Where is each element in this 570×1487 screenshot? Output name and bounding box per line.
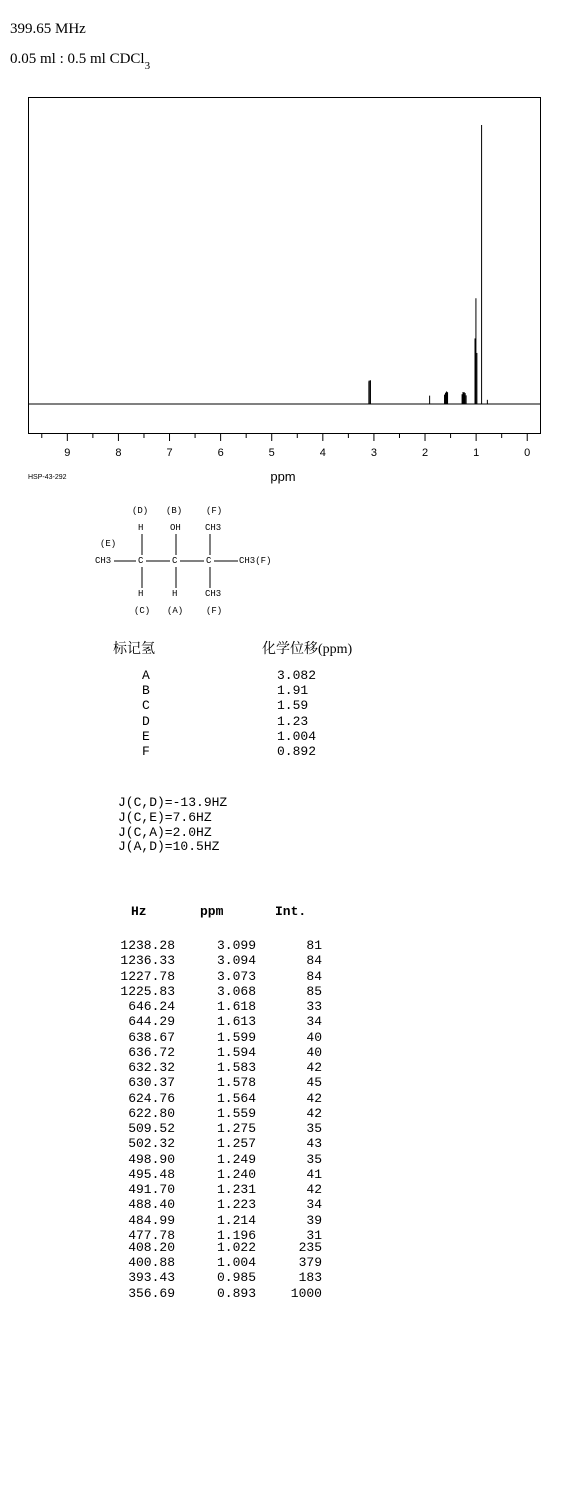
- peak-intensity: 183: [298, 1270, 322, 1286]
- atom-h-bottom-2: H: [172, 589, 178, 599]
- peak-hz: 498.90: [128, 1151, 175, 1167]
- peak-intensity: 40: [306, 1044, 322, 1060]
- peak-ppm: 1.613: [216, 1014, 256, 1030]
- coupling-constant: J(A,D)=10.5HZ: [118, 839, 220, 855]
- shift-row-label: B: [142, 683, 150, 699]
- peak-ppm: 1.559: [216, 1105, 256, 1121]
- sample-subscript: 3: [144, 60, 151, 72]
- plate-id: HSP-43-292: [28, 474, 67, 481]
- peak-intensity: 85: [306, 983, 322, 999]
- peak-intensity: 34: [306, 1197, 322, 1213]
- peak-ppm: 1.578: [216, 1075, 256, 1091]
- atom-c2: C: [172, 556, 178, 566]
- x-tick-label: 2: [421, 447, 429, 459]
- peak-ppm: 0.893: [216, 1285, 256, 1301]
- peak-header-hz: Hz: [131, 904, 147, 919]
- peak-intensity: 40: [306, 1029, 322, 1045]
- peak-header-ppm: ppm: [200, 904, 224, 919]
- peak-ppm: 1.599: [216, 1029, 256, 1045]
- peak-intensity: 41: [306, 1166, 322, 1182]
- peak-intensity: 31: [306, 1227, 322, 1243]
- atom-h-top: H: [138, 523, 144, 533]
- shift-row-label: E: [142, 728, 150, 744]
- shift-row-label: D: [142, 713, 150, 729]
- peak-ppm: 1.022: [216, 1239, 256, 1255]
- peak-intensity: 84: [306, 968, 322, 984]
- peak-intensity: 84: [306, 953, 322, 969]
- peak-intensity: 34: [306, 1014, 322, 1030]
- peak-ppm: 3.094: [216, 953, 256, 969]
- peak-hz: 509.52: [128, 1121, 175, 1136]
- peak-intensity: 1000: [290, 1285, 322, 1301]
- peak-intensity: 42: [306, 1090, 322, 1106]
- shift-table-header-label: 标记氢: [113, 642, 155, 657]
- peak-hz: 630.37: [128, 1075, 175, 1091]
- x-axis-label: ppm: [270, 469, 296, 484]
- peak-header-int: Int.: [275, 904, 307, 919]
- x-tick-label: 8: [115, 447, 122, 459]
- peak-ppm: 1.275: [216, 1121, 256, 1136]
- peak-hz: 356.69: [128, 1285, 175, 1301]
- shift-row-ppm: 0.892: [277, 744, 317, 759]
- label-d: (D): [132, 506, 149, 516]
- atom-oh: OH: [170, 523, 181, 533]
- peak-hz: 646.24: [128, 999, 175, 1014]
- label-b: (B): [166, 506, 183, 516]
- x-tick-label: 5: [268, 447, 275, 459]
- sample-prefix: 0.05 ml : 0.5 ml CDCl: [10, 51, 145, 67]
- shift-row-label: A: [142, 668, 150, 683]
- peak-hz: 1227.78: [120, 968, 175, 984]
- peak-hz: 488.40: [128, 1197, 175, 1213]
- peak-ppm: 1.583: [216, 1060, 256, 1075]
- peak-ppm: 3.068: [216, 983, 256, 999]
- atom-ch3-top: CH3: [205, 523, 222, 533]
- peak-hz: 393.43: [128, 1270, 175, 1286]
- peak-hz: 477.78: [128, 1227, 175, 1243]
- peak-ppm: 1.196: [216, 1227, 256, 1243]
- x-tick-label: 3: [370, 447, 377, 459]
- peak-intensity: 43: [306, 1136, 322, 1152]
- x-tick-label: 7: [166, 447, 173, 459]
- peak-intensity: 45: [306, 1075, 322, 1091]
- peak-hz: 491.70: [128, 1182, 175, 1197]
- spectrometer-frequency: 399.65 MHz: [10, 21, 86, 37]
- shift-row-ppm: 1.23: [277, 713, 309, 729]
- coupling-constant: J(C,D)=-13.9HZ: [118, 795, 228, 810]
- peak-intensity: 35: [306, 1151, 322, 1167]
- peak-ppm: 1.223: [216, 1197, 256, 1213]
- atom-ch3-bottom: CH3: [205, 589, 222, 599]
- peak-hz: 1238.28: [120, 938, 175, 953]
- x-tick-label: 6: [217, 447, 224, 459]
- peak-hz: 400.88: [128, 1255, 175, 1270]
- peak-ppm: 1.618: [216, 999, 256, 1014]
- shift-row-label: F: [142, 744, 150, 759]
- peak-hz: 1236.33: [120, 953, 175, 969]
- peak-hz: 638.67: [128, 1029, 175, 1045]
- peak-ppm: 3.099: [216, 938, 256, 953]
- shift-row-ppm: 1.004: [277, 728, 317, 744]
- peak-ppm: 1.214: [216, 1212, 256, 1228]
- atom-c3: C: [206, 556, 212, 566]
- atom-c1: C: [138, 556, 144, 566]
- peak-hz: 636.72: [128, 1044, 175, 1060]
- peak-hz: 502.32: [128, 1136, 175, 1152]
- coupling-constant: J(C,A)=2.0HZ: [118, 824, 212, 840]
- peak-hz: 495.48: [128, 1166, 175, 1182]
- peak-intensity: 235: [298, 1239, 322, 1255]
- peak-hz: 622.80: [128, 1105, 175, 1121]
- label-f-top: (F): [206, 506, 223, 516]
- peak-intensity: 42: [306, 1182, 322, 1197]
- right-ch3: CH3(F): [239, 556, 272, 566]
- x-tick-label: 4: [319, 447, 326, 459]
- peak-ppm: 1.249: [216, 1151, 256, 1167]
- peak-ppm: 1.594: [216, 1044, 256, 1060]
- x-tick-label: 9: [64, 447, 71, 459]
- peak-hz: 624.76: [128, 1090, 175, 1106]
- peak-ppm: 1.004: [216, 1255, 256, 1270]
- x-tick-label: 1: [473, 447, 480, 459]
- peak-intensity: 379: [298, 1255, 322, 1270]
- label-e: (E): [100, 539, 117, 549]
- label-c: (C): [134, 606, 151, 616]
- peak-hz: 484.99: [128, 1212, 175, 1228]
- shift-row-ppm: 3.082: [277, 668, 317, 683]
- x-tick-label: 0: [524, 447, 531, 459]
- left-ch3: CH3: [95, 556, 112, 566]
- peak-intensity: 42: [306, 1060, 322, 1075]
- coupling-constant: J(C,E)=7.6HZ: [118, 809, 212, 825]
- peak-ppm: 3.073: [216, 968, 256, 984]
- shift-table-header-ppm: 化学位移(ppm): [262, 642, 353, 657]
- atom-h-bottom-1: H: [138, 589, 144, 599]
- peak-hz: 632.32: [128, 1060, 175, 1075]
- label-a: (A): [167, 606, 184, 616]
- peak-ppm: 1.257: [216, 1136, 256, 1152]
- shift-row-ppm: 1.91: [277, 683, 309, 699]
- shift-row-ppm: 1.59: [277, 698, 309, 714]
- peak-hz: 408.20: [128, 1239, 175, 1255]
- peak-intensity: 81: [306, 938, 322, 953]
- label-f-bottom: (F): [206, 606, 223, 616]
- peak-intensity: 35: [306, 1121, 322, 1136]
- peak-ppm: 0.985: [216, 1270, 256, 1286]
- peak-intensity: 42: [306, 1105, 322, 1121]
- peak-ppm: 1.240: [216, 1166, 256, 1182]
- shift-row-label: C: [142, 698, 150, 714]
- peak-ppm: 1.564: [216, 1090, 256, 1106]
- peak-hz: 1225.83: [120, 983, 175, 999]
- bond-lines: [0, 0, 570, 640]
- peak-intensity: 39: [306, 1212, 322, 1228]
- peak-intensity: 33: [306, 999, 322, 1014]
- peak-ppm: 1.231: [216, 1182, 256, 1197]
- peak-hz: 644.29: [128, 1014, 175, 1030]
